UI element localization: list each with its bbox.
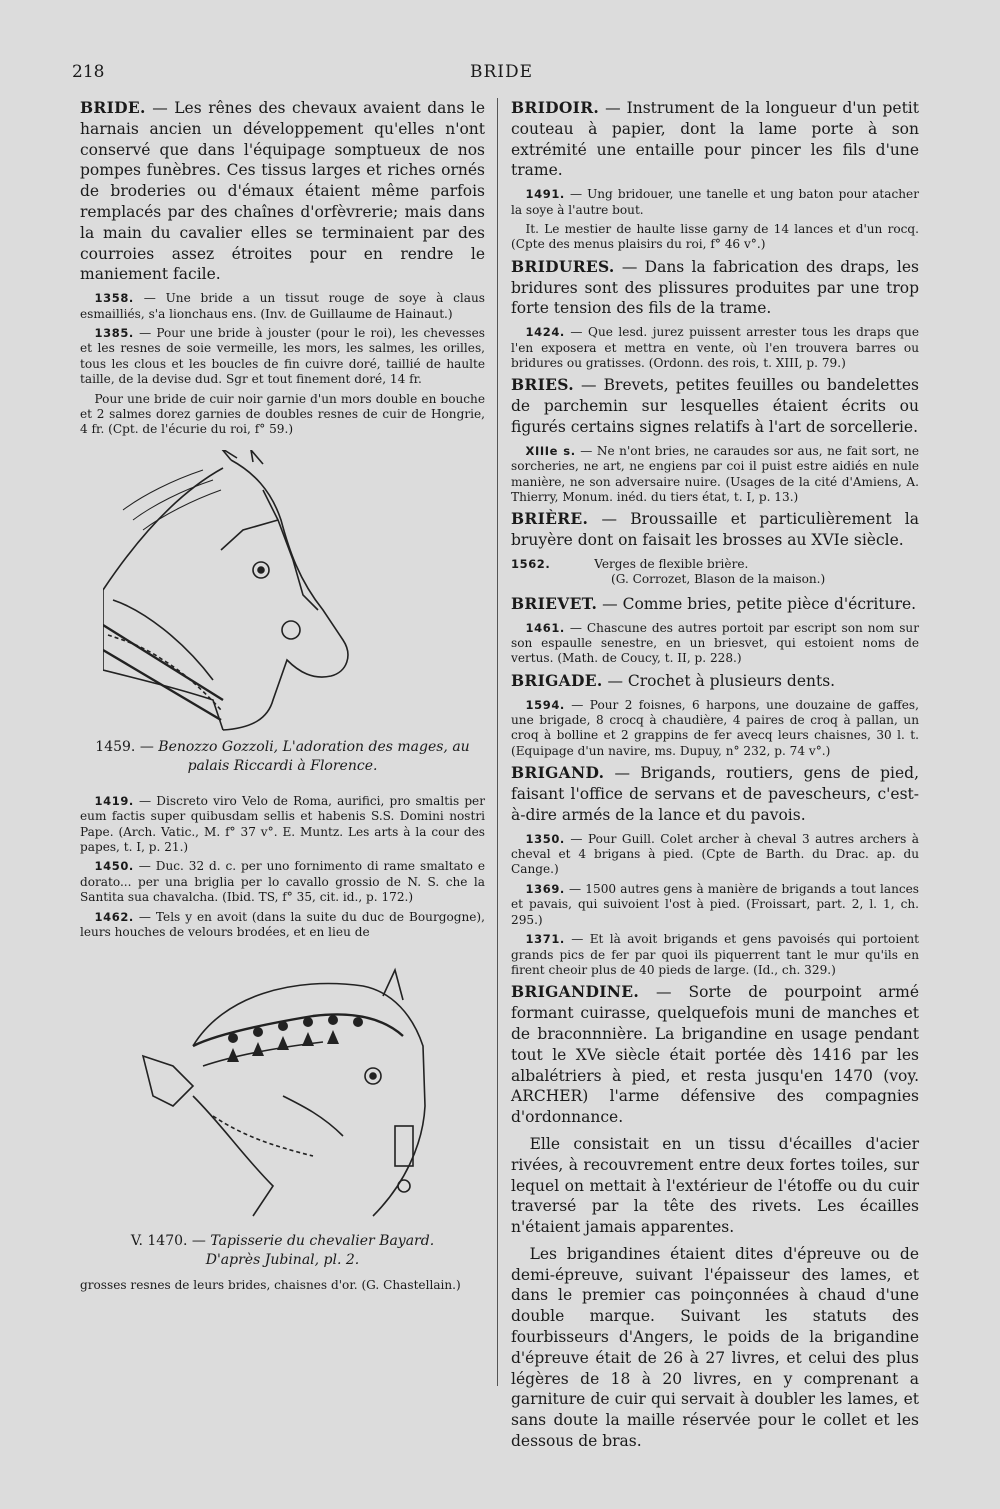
quote-1424 — [511, 325, 919, 371]
quote-1562 — [511, 557, 919, 588]
entry-text: — Brevets, petites feuilles ou bandelettes de parchemin sur lesquelles étaient écrits ou figurés certains signes relatifs à l'art de sorcellerie. — [511, 376, 919, 437]
verse-line-2: (G. Corrozet, Blason de la maison.) — [611, 572, 826, 587]
running-title: BRIDE — [470, 62, 534, 82]
quote-text: — Ne n'ont bries, ne caraudes sor aus, ne fait sort, ne sorcheries, ne art, ne engiens par coi il puist estre aidiés en nule manière, ne son adversaire nuire. (Usages de la cité d'Amiens, A. Thierry, Monum. inéd. du tiers état, t. I, p. 13.) — [511, 443, 919, 505]
quote-text: — Que lesd. jurez puissent arrester tous les draps que l'en exposera et mettra en vente, où l'en trouvera barres ou bridures ou gratisses. (Ordonn. des rois, t. XIII, p. 79.) — [511, 325, 919, 371]
quote-text: — Chascune des autres portoit par escript son nom sur son espaulle senestre, en un briesvet, qui estoient noms de vertus. (Math. de Coucy, t. II, p. 228.) — [511, 620, 919, 666]
headword: BRIÈRE. — [511, 509, 589, 529]
entry-brigade — [511, 671, 919, 692]
quote-1594 — [511, 698, 919, 760]
entry-brigand — [511, 763, 919, 825]
entry-bridures — [511, 257, 919, 319]
brigandine-paragraph-2: Elle consistait en un tissu d'écailles d'acier rivées, à recouvrement entre deux fortes toiles, sur lequel on mettait à l'extérieur de l'étoffe ou du cuir traversé par la tête des rivets. Les écailles n'étaient jamais apparentes. — [511, 1134, 919, 1237]
entry-text: — Broussaille et particulièrement la bruyère dont on faisait les brosses au XVIe siècle. — [511, 510, 919, 550]
headword: BRIDURES. — [511, 256, 615, 276]
verse-line-1: Verges de flexible brière. — [594, 557, 749, 572]
headword: BRIGADE. — [511, 670, 603, 690]
quote-year: 1350. — [525, 831, 565, 846]
quote-year: 1371. — [525, 932, 565, 947]
quote-1462-end: grosses resnes de leurs brides, chaisnes d'or. (G. Chastellain.) — [80, 1278, 461, 1293]
quote-year: 1450. — [94, 859, 134, 874]
page-number: 218 — [72, 62, 105, 82]
entry-text: — Dans la fabrication des draps, les bridures sont des plissures produites par une trop forte tension des fils de la trame. — [511, 257, 919, 318]
caption-prefix: V. 1470. — — [130, 1233, 211, 1250]
brigandine-paragraph-3: Les brigandines étaient dites d'épreuve ou de demi-épreuve, suivant l'épaisseur des lames, et dans le premier cas poinçonnées à chaud d'une double marque. Suivant les statuts des fourbisseurs d'Angers, le poids de la brigandine d'épreuve était de 26 à 27 livres, et celui des plus légères de 18 à 20 livres, en y comprenant a garniture de cuir qui servait à doubler les lames, et sans doute la maille réservée pour le collet et les dessous de bras. — [511, 1244, 919, 1451]
quote-text: — Pour 2 foisnes, 6 harpons, une douzaine de gaffes, une brigade, 8 crocq à chaudière, 4 paires de croq à pallan, un croq à bolline et 2 grappins de fer avecq leurs chaisnes, 30 l. t. (Equipage d'un navire, ms. Dupuy, n° 232, p. 74 v°.) — [511, 697, 919, 758]
quote-year: 1461. — [525, 620, 565, 635]
entry-text: — Crochet à plusieurs dents. — [602, 671, 836, 690]
quote-year: XIIIe s. — [525, 443, 576, 458]
headword: BRIDOIR. — [511, 98, 600, 117]
right-column — [511, 98, 919, 1458]
quote-text: — Discreto viro Velo de Roma, aurifici, pro smaltis per eum factis super quibusdam sellis et habenis S.S. Domini nostri Pape. (Arch. Vatic., M. f° 37 v°. E. Muntz. Les arts à la cour des papes, t. I, p. 21.) — [80, 793, 485, 855]
entry-text: — Comme bries, petite pièce d'écriture. — [597, 594, 917, 613]
headword: BRIDE. — [80, 98, 146, 117]
quote-year: 1358. — [94, 291, 134, 306]
quote-1385 — [80, 326, 485, 388]
quote-text: — Duc. 32 d. c. per uno fornimento di rame smaltato e dorato... per una briglia per lo cavallo grossio de N. S. che la Santita sua chavalcha. (Ibid. TS, f° 35, cit. id., p. 172.) — [80, 859, 485, 905]
quote-1491-continued: It. Le mestier de haulte lisse garny de 14 lances et d'un rocq. (Cpte des menus plaisirs du roi, f° 46 v°.) — [511, 222, 919, 252]
entry-briere — [511, 509, 919, 551]
quote-1462 — [80, 910, 485, 941]
entry-bride — [80, 98, 485, 285]
quote-text: — Pour Guill. Colet archer à cheval 3 autres archers à cheval et 4 brigans à pied. (Cpte de Barth. du Drac. ap. du Cange.) — [511, 831, 919, 877]
quote-year: 1385. — [94, 325, 134, 340]
caparisoned-horse-engraving-1470 — [133, 956, 433, 1226]
entry-text: — Les rênes des chevaux avaient dans le harnais ancien un développement qu'elles n'ont conservé que dans l'équipage somptueux de nos pompes funèbres. Ces tissus larges et riches ornés de broderies ou d'émaux étaient même parfois remplacés par des chaînes d'orfèvrerie; mais dans la main du cavalier elles se terminaient par des courroies assez étroites pour en rendre le maniement facile. — [80, 99, 485, 284]
quote-1450 — [80, 859, 485, 905]
caption-line-2: D'après Jubinal, pl. 2. — [205, 1252, 360, 1269]
quote-year: 1424. — [525, 325, 565, 340]
quote-1371 — [511, 932, 919, 978]
quote-1369 — [511, 882, 919, 928]
column-divider — [497, 98, 498, 1386]
entry-text: — Sorte de pourpoint armé formant cuirasse, quelquefois muni de manches et de braconnnière. La brigandine en usage pendant tout le XVe siècle était portée dès 1416 par les albalétriers à pied, et resta jusqu'en 1470 (voy. ARCHER) l'arme défensive des compagnies d'ordonnance. — [511, 983, 919, 1127]
figure-caption-1470 — [80, 1232, 485, 1270]
entry-bridoir — [511, 98, 919, 181]
quote-text: — Et là avoit brigands et gens pavoisés qui portoient grands pics de fer par quoi ils piquerrent tant le mur qu'ils en firent cheoir plus de 40 pieds de large. (Id., ch. 329.) — [511, 932, 919, 977]
caption-prefix: 1459. — — [95, 738, 159, 755]
quote-year: 1594. — [525, 697, 565, 712]
quote-13th-century — [511, 444, 919, 506]
headword: BRIES. — [511, 375, 574, 395]
caption-text: Benozzo Gozzoli, L'adoration des mages, au palais Riccardi à Florence. — [158, 738, 470, 774]
entry-text: — Brigands, routiers, gens de pied, faisant l'office de servans et de pavescheurs, c'est-à-dire armés de la lance et du pavois. — [511, 764, 919, 824]
quote-year: 1562. — [511, 557, 551, 572]
entry-brigandine — [511, 982, 919, 1128]
quote-text: — Tels y en avoit (dans la suite du duc de Bourgogne), leurs houches de velours brodées, et en lieu de — [80, 909, 485, 940]
left-column — [80, 98, 485, 1298]
headword: BRIGAND. — [511, 763, 605, 783]
caption-text: Tapisserie du chevalier Bayard. — [210, 1233, 435, 1250]
quote-1419 — [80, 794, 485, 856]
quote-1350 — [511, 832, 919, 878]
quote-text: — 1500 autres gens à manière de brigands a tout lances et pavais, qui suivoient l'ost à pied. (Froissart, part. 2, l. 1, ch. 295.) — [511, 881, 919, 927]
quote-text: — Une bride a un tissut rouge de soye à claus esmailliés, s'a lionchaus ens. (Inv. de Guillaume de Hainaut.) — [80, 291, 485, 321]
quote-year: 1462. — [94, 909, 134, 924]
running-header — [0, 62, 1000, 88]
quote-1385-continued: Pour une bride de cuir noir garnie d'un mors double en bouche et 2 salmes dorez garnies de doubles resnes de cuir de Hongrie, 4 fr. (Cpt. de l'écurie du roi, f° 59.) — [80, 391, 485, 437]
quote-year: 1419. — [94, 793, 134, 808]
headword: BRIGANDINE. — [511, 982, 640, 1002]
headword: BRIEVET. — [511, 593, 598, 613]
quote-1461 — [511, 621, 919, 667]
entry-text: — Instrument de la longueur d'un petit couteau à papier, dont la lame porte à son extrémité une entaille pour pincer les fils d'une trame. — [511, 99, 919, 180]
quote-1358 — [80, 291, 485, 322]
figure-caption-1459 — [80, 738, 485, 776]
horse-bridle-engraving-1459 — [103, 450, 463, 732]
entry-brievet — [511, 594, 919, 615]
quote-year: 1491. — [525, 187, 565, 202]
quote-year: 1369. — [525, 881, 565, 896]
quote-1491 — [511, 187, 919, 218]
entry-bries — [511, 375, 919, 437]
quote-text: — Pour une bride à jouster (pour le roi), les chevesses et les resnes de soie vermeille, les mors, les salmes, les orilles, tous les clous et les boucles de fin cuivre doré, taillié de haulte taille, de la devise dud. Sgr et tout finement doré, 14 fr. — [80, 325, 485, 387]
quote-text: — Ung bridouer, une tanelle et ung baton pour atacher la soye à l'autre bout. — [511, 187, 919, 217]
